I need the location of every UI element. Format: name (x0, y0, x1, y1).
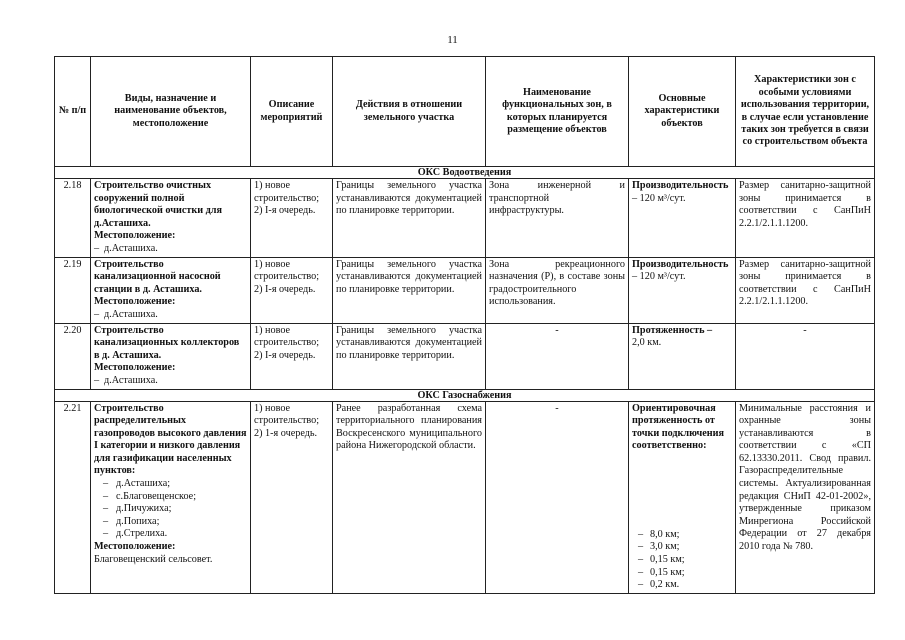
section-row-gas (55, 389, 875, 401)
table-row (55, 179, 875, 258)
actions-cell: Границы земельного участка устанавливаются документацией по планировке территории. (333, 257, 486, 323)
settlement-list (94, 478, 247, 541)
header-description: Описание мероприятий (251, 57, 333, 167)
object-cell (91, 179, 251, 258)
planning-table (54, 56, 875, 594)
special-zone-cell: - (736, 323, 875, 389)
location-item: – д.Попиха; (94, 516, 247, 529)
zone-cell: - (486, 323, 629, 389)
characteristic-value: 2,0 км. (632, 337, 662, 349)
actions-cell: Границы земельного участка устанавливаются документацией по планировке территории. (333, 179, 486, 258)
table-row (55, 323, 875, 389)
zone-cell: Зона инженерной и транспортной инфраструктуры. (486, 179, 629, 258)
header-characteristics: Основные характеристики объектов (629, 57, 736, 167)
characteristic-label: Производительность (632, 180, 729, 191)
object-name: Строительство распределительных газопроводов высокого давления I категории и низкого давления для газификации населенных пунктов: (94, 402, 247, 477)
actions-cell: Границы земельного участка устанавливаются документацией по планировке территории. (333, 323, 486, 389)
table-row (55, 401, 875, 593)
header-zones: Наименование функциональных зон, в которых планируется размещение объектов (486, 57, 629, 167)
characteristics-cell (629, 323, 736, 389)
location-item: – д.Пичужиха; (94, 503, 247, 516)
zone-cell: - (486, 401, 629, 593)
row-num: 2.20 (55, 323, 91, 389)
characteristics-cell (629, 401, 736, 593)
description-line: 2) I-я очередь. (254, 349, 316, 361)
special-zone-cell: Размер санитарно-защитной зоны принимается в соответствии с СанПиН 2.2.1/2.1.1.1200. (736, 257, 875, 323)
description-line: 1) новое строительство; (254, 324, 320, 349)
distance-item: – 0,2 км. (632, 579, 732, 592)
location-item: – с.Благовещенское; (94, 491, 247, 504)
location-item: – д.Асташиха. (94, 243, 247, 256)
row-num: 2.21 (55, 401, 91, 593)
section-row-water (55, 167, 875, 179)
characteristic-value: – 120 м³/сут. (632, 271, 686, 283)
special-zone-cell: Размер санитарно-защитной зоны принимается в соответствии с СанПиН 2.2.1/2.1.1.1200. (736, 179, 875, 258)
object-cell (91, 401, 251, 593)
distance-item: – 0,15 км; (632, 567, 732, 580)
description-cell (251, 401, 333, 593)
page-number: 11 (447, 34, 458, 46)
description-line: 1) новое строительство; (254, 180, 320, 204)
object-cell (91, 323, 251, 389)
description-line: 2) 1-я очередь. (254, 427, 318, 439)
object-name: Строительство очистных сооружений полной биологической очистки для д.Асташиха. (94, 180, 223, 229)
description-cell (251, 257, 333, 323)
object-name: Строительство канализационной насосной станции в д. Асташиха. (94, 258, 221, 295)
description-line: 2) I-я очередь. (254, 283, 316, 295)
location-label: Местоположение: (94, 362, 176, 374)
special-zone-cell: Минимальные расстояния и охранные зоны устанавливаются в соответствии с «СП 62.13330.2011. Свод правил. Газораспределительные системы. Актуализированная редакция СНиП 42-01-2002», утвержденные приказом Минрегиона Российской Федерации от 27 декабря 2010 года № 780. (736, 401, 875, 593)
description-line: 1) новое строительство; (254, 402, 320, 427)
location-item: – д.Асташиха. (94, 375, 247, 388)
characteristics-cell (629, 179, 736, 258)
description-line: 1) новое строительство; (254, 258, 320, 283)
actions-cell: Ранее разработанная схема территориального планирования Воскресенского муниципального района Нижегородской области. (333, 401, 486, 593)
location-item: – д.Асташиха; (94, 478, 247, 491)
location-item: – д.Стрелиха. (94, 528, 247, 541)
distance-item: – 0,15 км; (632, 554, 732, 567)
characteristic-label: Протяженность – (632, 324, 713, 336)
location-footer: Благовещенский сельсовет. (94, 553, 213, 565)
section-title: ОКС Газоснабжения (55, 389, 875, 401)
table-row (55, 257, 875, 323)
location-label: Местоположение: (94, 296, 176, 308)
header-num: № п/п (55, 57, 91, 167)
object-cell (91, 257, 251, 323)
characteristic-value: – 120 м³/сут. (632, 192, 686, 204)
header-row (55, 57, 875, 167)
header-types: Виды, назначение и наименование объектов, местоположение (91, 57, 251, 167)
distance-item: – 3,0 км; (632, 541, 732, 554)
distance-item: – 8,0 км; (632, 529, 732, 542)
location-label: Местоположение: (94, 230, 176, 242)
zone-cell: Зона рекреационного назначения (Р), в составе зоны градостроительного использования. (486, 257, 629, 323)
row-num: 2.18 (55, 179, 91, 258)
distance-list (632, 529, 732, 592)
description-cell (251, 323, 333, 389)
header-actions: Действия в отношении земельного участка (333, 57, 486, 167)
location-item: – д.Асташиха. (94, 309, 247, 322)
description-cell (251, 179, 333, 258)
characteristics-cell (629, 257, 736, 323)
characteristic-label: Производительность (632, 258, 729, 270)
row-num: 2.19 (55, 257, 91, 323)
characteristic-label: Ориентировочная протяженность от точки подключения соответственно: (632, 402, 725, 452)
object-name: Строительство канализационных коллекторов в д. Асташиха. (94, 324, 240, 361)
description-line: 2) I-я очередь. (254, 205, 316, 217)
header-special-zones: Характеристики зон с особыми условиями использования территории, в случае если установление таких зон требуется в связи со строительством объекта (736, 57, 875, 167)
location-label: Местоположение: (94, 541, 176, 553)
section-title: ОКС Водоотведения (55, 167, 875, 179)
